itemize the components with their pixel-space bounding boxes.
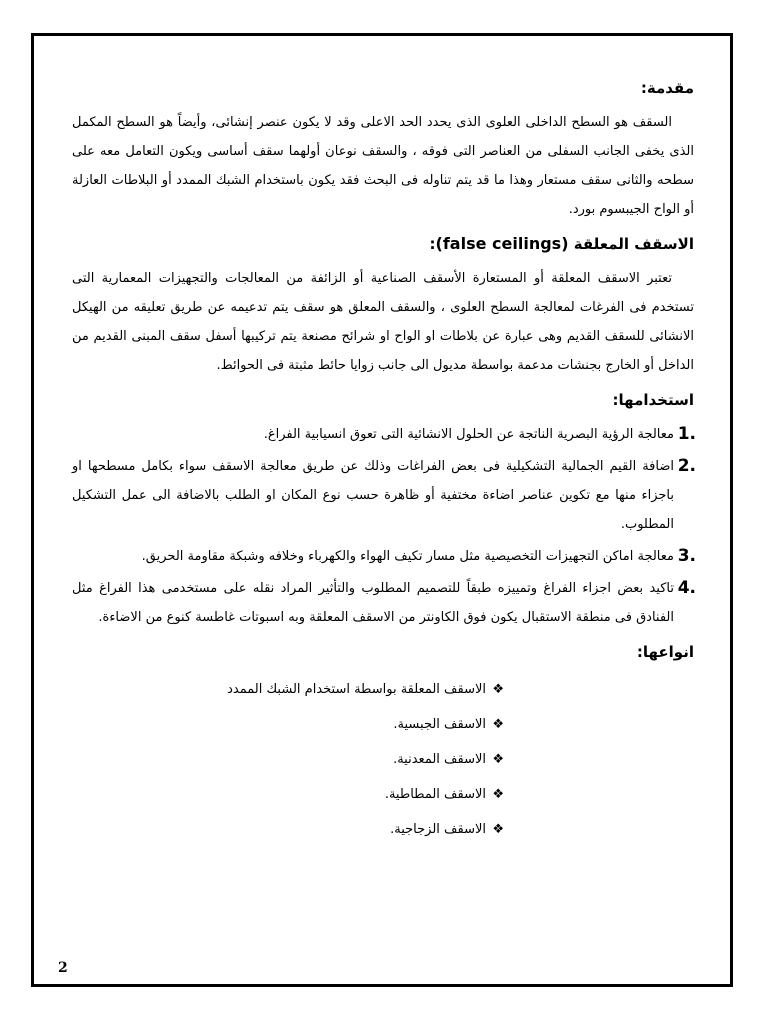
- diamond-bullet-icon: ❖: [492, 752, 504, 767]
- list-item-text: اضافة القيم الجمالية التشكيلية فى بعض الفراغات وذلك عن طريق معالجة الاسقف سواء بكامل مسطحها او باجزاء منها مع تكوين عناصر اضاءة مختفية أو ظاهرة حسب نوع المكان او الطلب بالاضافة الى عمل التشكيل المطلوب.: [72, 459, 674, 532]
- list-item: [72, 574, 694, 632]
- diamond-bullet-icon: ❖: [492, 822, 504, 837]
- list-item: [72, 742, 504, 777]
- list-item: [72, 707, 504, 742]
- diamond-bullet-icon: ❖: [492, 682, 504, 697]
- intro-paragraph: السقف هو السطح الداخلى العلوى الذى يحدد الحد الاعلى وقد لا يكون عنصر إنشائى، وأيضاً هو السطح المكمل الذى يخفى الجانب السفلى من العناصر التى فوقه ، والسقف نوعان أولهما سقف أساسى ويكون التعامل معه على سطحه والثانى سقف مستعار وهذا ما قد يتم تناوله فى البحث فقد يكون باستخدام الشبك الممدد أو البلاطات العازلة أو الواح الجيبسوم بورد.: [72, 115, 694, 217]
- list-item-text: الاسقف المعلقة بواسطة استخدام الشبك الممدد: [227, 682, 486, 697]
- list-item-text: معالجة اماكن التجهيزات التخصيصية مثل مسار تكيف الهواء والكهرباء وخلافه وشبكة مقاومة الحريق.: [141, 549, 674, 564]
- false-ceilings-heading-english: (false ceilings): [435, 234, 569, 253]
- list-item-text: الاسقف الجبسية.: [393, 717, 486, 732]
- uses-heading: استخدامها:: [612, 391, 694, 409]
- list-item-number: 1.: [677, 424, 696, 444]
- false-ceilings-heading-colon: :: [429, 235, 436, 253]
- list-item: [72, 452, 694, 539]
- false-ceilings-heading-arabic: الاسقف المعلقة: [573, 235, 694, 253]
- list-item-text: الاسقف الزجاجية.: [390, 822, 486, 837]
- false-ceilings-heading: [72, 232, 694, 256]
- list-item: [72, 812, 504, 847]
- false-ceilings-paragraph: تعتبر الاسقف المعلقة أو المستعارة الأسقف الصناعية أو الزائفة من المعالجات والتجهيزات المعمارية التى تستخدم فى الفرغات لمعالجة السطح العلوى ، والسقف المعلق هو سقف يتم تدعيمه عن طريق تعليقه من الهيكل الانشائى للسقف القديم وهى عبارة عن بلاطات او الواح او شرائح مصنعة يتم تركيبها أسفل سقف المبنى القديم من الداخل أو الخارج بجنشات مدعمة بواسطة مديول الى جانب زوايا حائط مثبتة فى الحوائط.: [72, 271, 694, 373]
- list-item-text: معالجة الرؤية البصرية الناتجة عن الحلول الانشائية التى تعوق انسيابية الفراغ.: [263, 427, 674, 442]
- list-item-text: الاسقف المعدنية.: [393, 752, 486, 767]
- list-item: [72, 777, 504, 812]
- uses-list: [72, 420, 694, 632]
- list-item-text: تاكيد بعض اجزاء الفراغ وتمييزه طبقاً للتصميم المطلوب والتأثير المراد نقله على مستخدمى هذا الفراغ مثل الفنادق فى منطقة الاستقبال يكون فوق الكاونتر من الاسقف المعلقة وبه اسبوتات غاطسة كنوع من الاضاءة.: [72, 581, 674, 625]
- diamond-bullet-icon: ❖: [492, 717, 504, 732]
- intro-heading: مقدمة:: [640, 79, 694, 97]
- diamond-bullet-icon: ❖: [492, 787, 504, 802]
- page-number: 2: [58, 960, 68, 976]
- list-item-number: 4.: [677, 578, 696, 598]
- list-item-text: الاسقف المطاطية.: [384, 787, 486, 802]
- list-item: [72, 672, 504, 707]
- list-item-number: 2.: [677, 456, 696, 476]
- types-list: [72, 672, 694, 847]
- list-item: [72, 420, 694, 449]
- list-item-number: 3.: [677, 546, 696, 566]
- list-item: [72, 542, 694, 571]
- document-body: [72, 76, 694, 847]
- types-heading: انواعها:: [636, 643, 694, 661]
